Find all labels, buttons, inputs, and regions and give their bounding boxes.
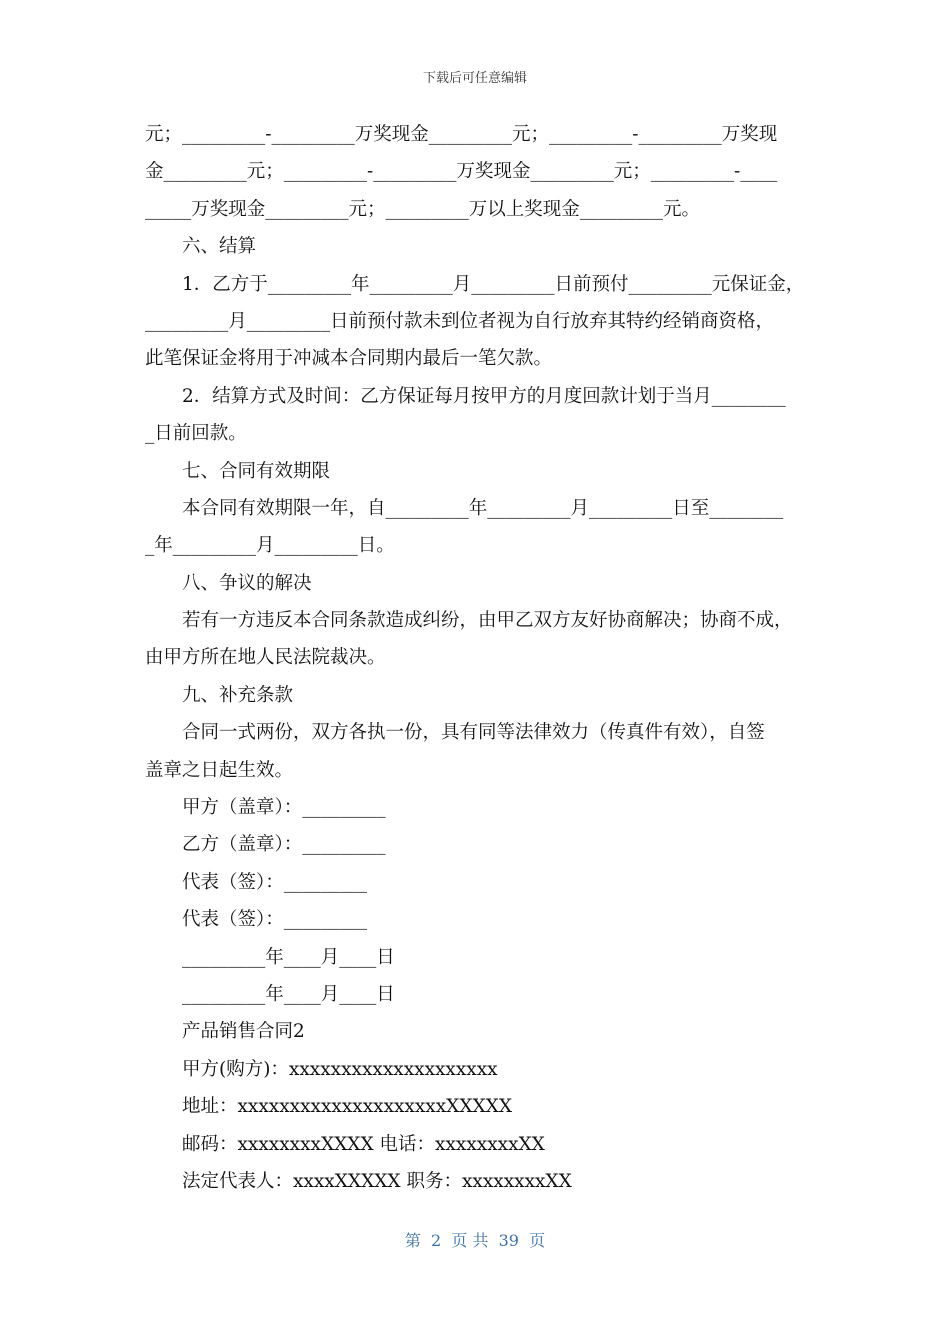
text-line: _年_________月_________日。 xyxy=(145,535,395,557)
signature-line-party-a: 甲方（盖章）：_________ xyxy=(182,797,386,819)
text-line: 由甲方所在地人民法院裁决。 xyxy=(145,647,386,669)
text-line: 若有一方违反本合同条款造成纠纷，由甲乙双方友好协商解决；协商不成， xyxy=(182,610,793,632)
signature-line-representative: 代表（签）：_________ xyxy=(182,909,368,931)
text-line: 本合同有效期限一年，自_________年_________月_________日至________ xyxy=(182,497,784,519)
section-heading: 八、争议的解决 xyxy=(182,572,312,594)
text-line: 金_________元；_________-_________万奖现金_________元；_________-____ xyxy=(145,161,778,183)
text-line: 元；_________-_________万奖现金_________元；_________-_________万奖现 xyxy=(145,124,778,145)
text-line: 此笔保证金将用于冲减本合同期内最后一笔欠款。 xyxy=(145,348,553,370)
date-line: _________年____月____日 xyxy=(182,946,395,968)
text-line: 1．乙方于_________年_________月_________日前预付_________元保证金， xyxy=(182,273,805,295)
text-line: _日前回款。 xyxy=(145,423,247,445)
date-line: _________年____月____日 xyxy=(182,983,395,1005)
document-subtitle: 产品销售合同2 xyxy=(182,1021,305,1043)
text-line: _________月_________日前预付款未到位者视为自行放弃其特约经销商资格， xyxy=(145,310,775,332)
text-line: 盖章之日起生效。 xyxy=(145,759,294,781)
text-line: 邮码：xxxxxxxxXXXX 电话：xxxxxxxxXX xyxy=(182,1133,545,1155)
text-line: 法定代表人：xxxxXXXXX 职务：xxxxxxxxXX xyxy=(182,1170,572,1192)
section-heading: 七、合同有效期限 xyxy=(182,460,331,482)
signature-line-party-b: 乙方（盖章）：_________ xyxy=(182,834,386,856)
page-header: 下载后可任意编辑 xyxy=(422,71,527,86)
section-heading: 九、补充条款 xyxy=(182,684,294,706)
page-number: 第 2 页 共 39 页 xyxy=(404,1231,546,1250)
document-body xyxy=(145,116,815,1200)
signature-line-representative: 代表（签）：_________ xyxy=(182,871,368,893)
text-line: 2．结算方式及时间：乙方保证每月按甲方的月度回款计划于当月________ xyxy=(182,385,786,407)
section-heading: 六、结算 xyxy=(182,236,257,258)
text-line: 合同一式两份，双方各执一份，具有同等法律效力（传真件有效），自签 xyxy=(182,722,765,744)
text-line: _____万奖现金_________元；_________万以上奖现金_________元。 xyxy=(145,198,701,220)
text-line: 甲方(购方)：xxxxxxxxxxxxxxxxxxxx xyxy=(182,1058,498,1080)
text-line: 地址：xxxxxxxxxxxxxxxxxxxxXXXXX xyxy=(182,1096,513,1118)
